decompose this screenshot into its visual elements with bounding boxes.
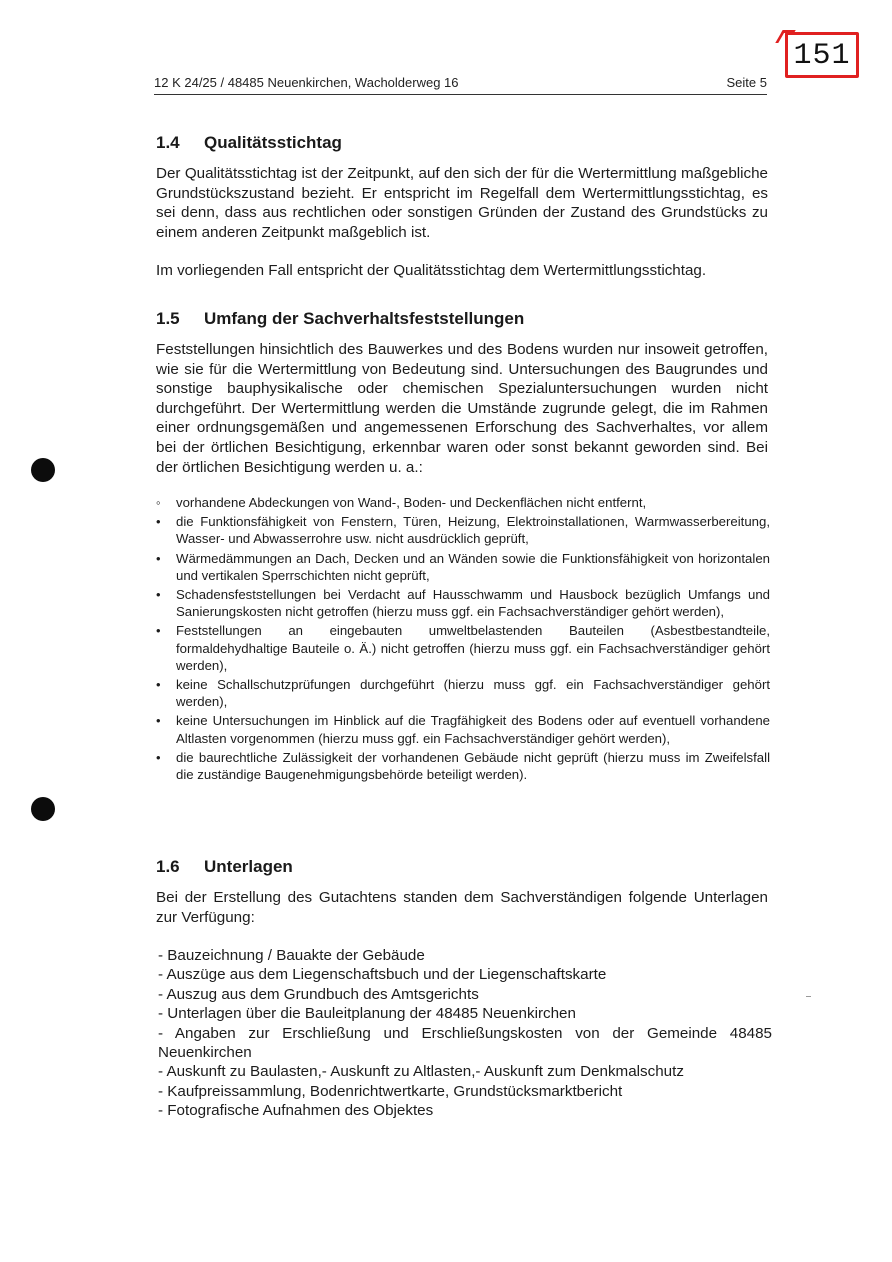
- section-1-4-heading: [156, 133, 342, 153]
- list-item: - Fotografische Aufnahmen des Objektes: [158, 1102, 434, 1120]
- section-number: 1.4: [156, 133, 180, 152]
- list-item: - Auskunft zu Baulasten,- Auskunft zu Altlasten,- Auskunft zum Denkmalschutz: [158, 1063, 684, 1081]
- header-case-address: 12 K 24/25 / 48485 Neuenkirchen, Wacholderweg 16: [154, 75, 459, 90]
- list-item: • die baurechtliche Zulässigkeit der vorhandenen Gebäude nicht geprüft (hierzu muss im Zweifelsfall die zuständige Baugenehmigungsbehörde beteiligt werden).: [156, 749, 770, 783]
- header-page-label: Seite 5: [726, 75, 767, 90]
- list-item: • keine Schallschutzprüfungen durchgeführt (hierzu muss ggf. ein Fachsachverständiger gehört werden),: [156, 677, 770, 710]
- page-number-stamp: [785, 32, 859, 78]
- list-item: - Kaufpreissammlung, Bodenrichtwertkarte, Grundstücksmarktbericht: [158, 1082, 623, 1100]
- section-title: Qualitätsstichtag: [204, 133, 342, 152]
- section-1-6-paragraph: Bei der Erstellung des Gutachtens standen dem Sachverständigen folgende Unterlagen zur Verfügung:: [156, 889, 768, 926]
- stamp-number: 151: [793, 39, 851, 73]
- list-item: - Auszug aus dem Grundbuch des Amtsgerichts: [158, 985, 479, 1003]
- punch-hole-top: [31, 458, 55, 482]
- section-number: 1.5: [156, 309, 180, 328]
- page-header: [154, 75, 767, 95]
- scan-speck: [806, 996, 811, 997]
- section-1-4-paragraph-2: Im vorliegenden Fall entspricht der Qualitätsstichtag dem Wertermittlungsstichtag.: [156, 262, 707, 279]
- list-item: • Feststellungen an eingebauten umweltbelastenden Bauteilen (Asbestbestandteile, formaldehydhaltige Bauteile o. Ä.) nicht getroffen (hierzu muss ggf. ein Fachsachverständiger gehört werden),: [156, 623, 770, 673]
- list-item: • die Funktionsfähigkeit von Fenstern, Türen, Heizung, Elektroinstallationen, Warmwasserbereitung, Wasser- und Abwasserrohre usw. nicht ausdrücklich geprüft,: [156, 514, 770, 547]
- section-title: Unterlagen: [204, 857, 293, 876]
- section-title: Umfang der Sachverhaltsfeststellungen: [204, 309, 525, 328]
- section-1-6-heading: [156, 857, 293, 877]
- list-item: - Unterlagen über die Bauleitplanung der 48485 Neuenkirchen: [158, 1005, 576, 1023]
- list-item: • Wärmedämmungen an Dach, Decken und an Wänden sowie die Funktionsfähigkeit von horizontalen und vertikalen Sperrschichten nicht geprüft,: [156, 550, 770, 583]
- list-item: - Bauzeichnung / Bauakte der Gebäude: [158, 947, 425, 964]
- list-item: - Auszüge aus dem Liegenschaftsbuch und der Liegenschaftskarte: [158, 966, 607, 984]
- section-1-5-heading: [156, 309, 524, 329]
- section-1-4-paragraph-1: Der Qualitätsstichtag ist der Zeitpunkt, auf den sich der für die Wertermittlung maßgebliche Grundstückszustand bezieht. Er entspricht im Regelfall dem Wertermittlungsstichtag, es sei denn, dass aus rechtlichen oder sonstigen Gründen der Zustand des Grundstücks zu einem anderen Zeitpunkt maßgeblich ist.: [156, 165, 768, 241]
- section-1-5-paragraph: Feststellungen hinsichtlich des Bauwerkes und des Bodens wurden nur insoweit getroffen, wie sie für die Wertermittlung von Bedeutung sind. Untersuchungen des Baugrundes und sonstige bauphysikalische oder chemischen Spezialuntersuchungen wurden nicht durchgeführt. Der Wertermittlung werden die Umstände zugrunde gelegt, die im Rahmen einer ordnungsgemäßen und angemessenen Erforschung des Sachverhaltes, vor allem bei der örtlichen Besichtigung, erkennbar waren oder sonst bekannt geworden sind. Bei der örtlichen Besichtigung werden u. a.:: [156, 341, 768, 476]
- punch-hole-bottom: [31, 797, 55, 821]
- list-item: • keine Untersuchungen im Hinblick auf die Tragfähigkeit des Bodens oder auf eventuell vorhandene Altlasten vorgenommen (hierzu muss ggf. ein Fachsachverständiger gehört werden),: [156, 713, 770, 746]
- list-item: - Angaben zur Erschließung und Erschließungskosten von der Gemeinde 48485 Neuenkirchen: [158, 1024, 772, 1062]
- list-item: ◦ vorhandene Abdeckungen von Wand-, Boden- und Deckenflächen nicht entfernt,: [156, 495, 647, 510]
- inspection-limitations-list: [156, 494, 770, 785]
- documents-list: [158, 946, 772, 1121]
- section-number: 1.6: [156, 857, 180, 876]
- list-item: • Schadensfeststellungen bei Verdacht auf Hausschwamm und Hausbock bezüglich Umfangs und Sanierungskosten nicht getroffen (hierzu muss ggf. ein Fachsachverständiger gehört werden),: [156, 587, 770, 620]
